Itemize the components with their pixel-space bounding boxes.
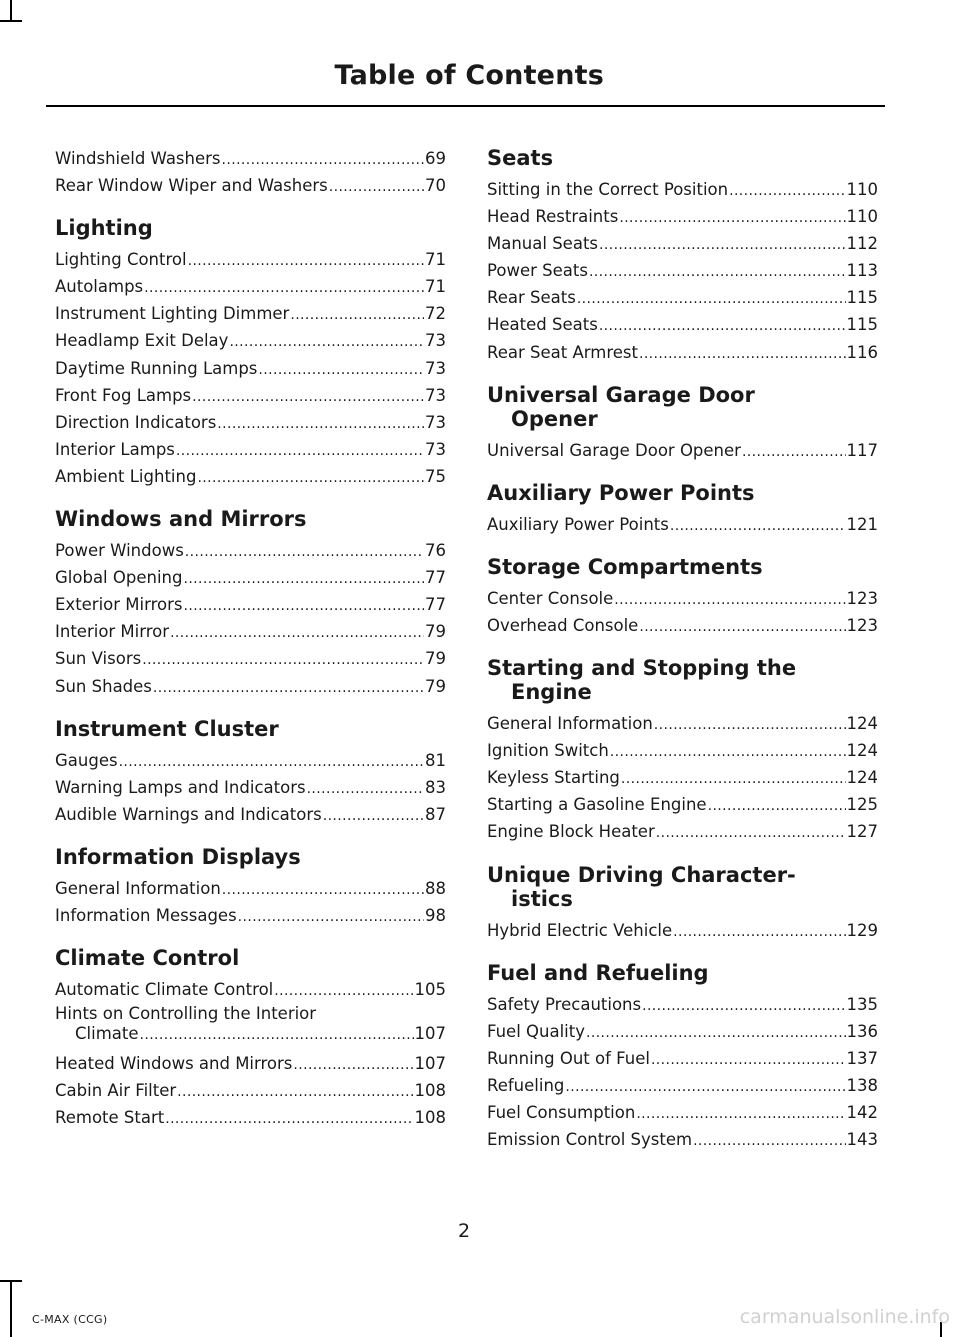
toc-entry[interactable]	[55, 410, 446, 437]
dot-leader	[183, 566, 424, 592]
toc-entry-page: 107	[414, 1054, 446, 1074]
page-number: 2	[458, 1220, 471, 1242]
dot-leader	[290, 302, 424, 328]
dot-leader	[222, 147, 424, 173]
toc-entry[interactable]	[487, 512, 878, 539]
toc-entry[interactable]	[487, 918, 878, 945]
dot-leader	[144, 275, 424, 301]
dot-leader	[651, 1047, 846, 1073]
dot-leader	[619, 205, 845, 231]
dot-leader	[577, 286, 846, 312]
section-heading	[55, 845, 446, 869]
toc-entry[interactable]	[487, 992, 878, 1019]
dot-leader	[185, 539, 424, 565]
toc-entry-title: Audible Warnings and Indicators	[55, 804, 322, 824]
toc-entry-page: 71	[425, 250, 446, 270]
section-heading-line: Lighting	[55, 216, 153, 241]
section-heading-line: Storage Compartments	[487, 554, 763, 579]
dot-leader	[693, 1128, 845, 1154]
toc-entry-title: Running Out of Fuel	[487, 1048, 650, 1068]
toc-entry-page: 73	[425, 358, 446, 378]
toc-entry-title: Direction Indicators	[55, 412, 217, 432]
toc-entry[interactable]	[487, 438, 878, 465]
toc-entry[interactable]	[487, 792, 878, 819]
toc-entry-title: Keyless Starting	[487, 768, 620, 788]
dot-leader	[119, 749, 424, 775]
model-code: C-MAX (CCG)	[32, 1313, 108, 1326]
section-heading-line: istics	[511, 886, 573, 911]
toc-entry[interactable]	[55, 802, 446, 829]
toc-entry[interactable]	[55, 464, 446, 491]
section-heading	[487, 656, 878, 704]
dot-leader	[293, 1052, 413, 1078]
toc-entry-title: General Information	[55, 878, 221, 898]
toc-entry-title: Sun Shades	[55, 676, 152, 696]
toc-entry-title: Information Messages	[55, 905, 237, 925]
toc-entry-page: 108	[414, 1108, 446, 1128]
page-title: Table of Contents	[334, 60, 604, 91]
toc-entry-title: Overhead Console	[487, 615, 639, 635]
toc-entry-page: 107	[414, 1024, 446, 1044]
toc-entry-title: Rear Window Wiper and Washers	[55, 176, 328, 196]
toc-entry[interactable]	[487, 765, 878, 792]
toc-entry-title: Center Console	[487, 588, 614, 608]
dot-leader	[238, 904, 424, 930]
dot-leader	[614, 587, 845, 613]
section-heading-line: Climate Control	[55, 946, 240, 971]
dot-leader	[170, 620, 424, 646]
toc-entry-page: 72	[425, 304, 446, 324]
dot-leader	[323, 803, 424, 829]
section-heading-line: Starting and Stopping the	[487, 656, 797, 681]
toc-entry-title: Interior Mirror	[55, 622, 170, 642]
dot-leader	[165, 1106, 413, 1132]
toc-entry-page: 73	[425, 412, 446, 432]
toc-entry-title: Rear Seats	[487, 288, 576, 308]
toc-entry[interactable]	[55, 247, 446, 274]
dot-leader	[222, 877, 424, 903]
toc-entry[interactable]	[487, 177, 878, 204]
toc-entry[interactable]	[55, 775, 446, 802]
toc-entry[interactable]	[487, 340, 878, 367]
toc-entry[interactable]	[55, 1105, 446, 1132]
toc-entry-page: 143	[846, 1130, 878, 1150]
crop-mark	[10, 1280, 12, 1337]
dot-leader	[599, 313, 846, 339]
toc-entry-page: 142	[846, 1102, 878, 1122]
dot-leader	[177, 1079, 413, 1105]
toc-entry-page: 129	[846, 920, 878, 940]
toc-entry[interactable]	[55, 619, 446, 646]
dot-leader	[708, 793, 846, 819]
crop-mark	[0, 1280, 22, 1282]
toc-entry-page: 70	[425, 176, 446, 196]
toc-entry[interactable]	[487, 285, 878, 312]
toc-entry-title: Fuel Quality	[487, 1021, 585, 1041]
toc-entry[interactable]	[487, 231, 878, 258]
toc-entry-title: Hybrid Electric Vehicle	[487, 920, 673, 940]
toc-entry-title: Gauges	[55, 750, 118, 770]
toc-entry-title: Hints on Controlling the Interior	[55, 1004, 317, 1024]
dot-leader	[307, 776, 424, 802]
section-heading-line: Instrument Cluster	[55, 716, 279, 741]
toc-entry[interactable]	[55, 146, 446, 173]
section-heading	[487, 555, 878, 579]
toc-entry-title: Power Seats	[487, 261, 588, 281]
toc-entry-page: 110	[846, 180, 878, 199]
toc-entry-title: Front Fog Lamps	[55, 385, 192, 405]
toc-entry-page: 108	[414, 1081, 446, 1101]
toc-entry-continuation	[55, 1024, 446, 1045]
dot-leader	[639, 341, 846, 367]
dot-leader	[599, 232, 845, 258]
toc-entry-page: 127	[846, 822, 878, 842]
section-heading	[55, 216, 446, 240]
section-heading-line: Information Displays	[55, 844, 301, 869]
toc-entry-page: 75	[425, 466, 446, 486]
toc-entry[interactable]	[55, 1051, 446, 1078]
section-heading-line: Seats	[487, 146, 554, 170]
toc-entry-title: Fuel Consumption	[487, 1102, 636, 1122]
dot-leader	[565, 1074, 845, 1100]
section-heading-line: Opener	[511, 406, 598, 431]
section-heading	[487, 146, 878, 170]
toc-entry[interactable]	[55, 1078, 446, 1105]
watermark: carmanualsonline.info	[739, 1306, 950, 1328]
toc-entry-title: Manual Seats	[487, 234, 599, 254]
dot-leader	[176, 438, 424, 464]
dot-leader	[656, 820, 846, 846]
toc-entry-title: Warning Lamps and Indicators	[55, 777, 306, 797]
dot-leader	[229, 329, 424, 355]
toc-entry[interactable]	[55, 592, 446, 619]
toc-entry-title: Autolamps	[55, 277, 144, 297]
toc-entry-page: 79	[425, 676, 446, 696]
toc-entry-title: Sitting in the Correct Position	[487, 180, 729, 199]
toc-left-column	[55, 146, 446, 1132]
toc-entry-title: Power Windows	[55, 541, 184, 561]
dot-leader	[153, 675, 424, 701]
section-heading	[487, 863, 878, 911]
toc-entry-title: Interior Lamps	[55, 439, 175, 459]
section-heading	[55, 717, 446, 741]
dot-leader	[184, 593, 424, 619]
dot-leader	[258, 357, 424, 383]
toc-entry-page: 124	[846, 768, 878, 788]
toc-entry-page: 71	[425, 277, 446, 297]
toc-entry-page: 69	[425, 149, 446, 168]
dot-leader	[188, 248, 424, 274]
title-divider	[46, 105, 885, 107]
toc-entry-title: Climate	[75, 1024, 139, 1044]
section-heading-line: Windows and Mirrors	[55, 507, 307, 532]
toc-entry-page: 79	[425, 622, 446, 642]
dot-leader	[654, 712, 846, 738]
toc-entry-page: 115	[846, 288, 878, 308]
toc-entry[interactable]	[55, 977, 446, 1004]
dot-leader	[217, 411, 424, 437]
toc-entry[interactable]	[487, 586, 878, 613]
toc-entry-page: 117	[846, 440, 878, 460]
toc-entry-page: 115	[846, 315, 878, 335]
toc-entry[interactable]	[487, 1127, 878, 1154]
toc-entry-title: Instrument Lighting Dimmer	[55, 304, 290, 324]
toc-entry[interactable]	[487, 258, 878, 285]
dot-leader	[673, 919, 845, 945]
dot-leader	[636, 1101, 845, 1127]
toc-entry[interactable]	[55, 565, 446, 592]
toc-entry-title: Head Restraints	[487, 207, 619, 227]
section-heading	[55, 507, 446, 531]
toc-entry[interactable]	[487, 738, 878, 765]
toc-entry-page: 83	[425, 777, 446, 797]
toc-entry-title: Engine Block Heater	[487, 822, 655, 842]
section-heading-line: Engine	[511, 680, 592, 705]
toc-entry-page: 73	[425, 385, 446, 405]
dot-leader	[329, 174, 424, 200]
dot-leader	[742, 439, 846, 465]
toc-entry[interactable]	[55, 437, 446, 464]
toc-entry[interactable]	[55, 646, 446, 673]
toc-entry-page: 125	[846, 795, 878, 815]
toc-entry-page: 73	[425, 439, 446, 459]
toc-entry[interactable]	[487, 1073, 878, 1100]
toc-entry-page: 88	[425, 878, 446, 898]
toc-entry[interactable]	[55, 383, 446, 410]
dot-leader	[140, 1025, 414, 1045]
toc-entry-page: 123	[846, 615, 878, 635]
toc-entry-page: 98	[425, 905, 446, 925]
section-heading	[487, 481, 878, 505]
dot-leader	[729, 178, 845, 204]
toc-entry-title: Sun Visors	[55, 649, 142, 669]
toc-entry-page: 121	[846, 514, 878, 534]
toc-entry-page: 136	[846, 1021, 878, 1041]
toc-entry-page: 138	[846, 1075, 878, 1095]
toc-entry[interactable]	[55, 356, 446, 383]
toc-entry[interactable]	[55, 903, 446, 930]
toc-entry[interactable]	[487, 1046, 878, 1073]
toc-entry[interactable]	[55, 538, 446, 565]
toc-entry[interactable]	[55, 748, 446, 775]
toc-entry-title: Rear Seat Armrest	[487, 342, 638, 362]
dot-leader	[586, 1020, 846, 1046]
toc-entry[interactable]	[487, 312, 878, 339]
section-heading-line: Fuel and Refueling	[487, 960, 709, 985]
toc-entry-page: 87	[425, 804, 446, 824]
toc-entry[interactable]	[55, 274, 446, 301]
toc-entry-page: 112	[846, 234, 878, 254]
toc-entry-page: 135	[846, 994, 878, 1014]
section-heading-line: Auxiliary Power Points	[487, 480, 755, 505]
toc-entry-title: Heated Windows and Mirrors	[55, 1054, 293, 1074]
toc-entry-title: Ambient Lighting	[55, 466, 197, 486]
toc-entry[interactable]	[487, 613, 878, 640]
section-heading	[487, 383, 878, 431]
toc-entry[interactable]	[487, 711, 878, 738]
section-heading	[487, 961, 878, 985]
dot-leader	[670, 513, 846, 539]
toc-entry-title: Refueling	[487, 1075, 565, 1095]
section-heading	[55, 946, 446, 970]
toc-entry-page: 79	[425, 649, 446, 669]
toc-entry-page: 105	[414, 980, 446, 1000]
toc-entry[interactable]	[487, 1100, 878, 1127]
toc-entry-title: Remote Start	[55, 1108, 165, 1128]
toc-entry-title: Auxiliary Power Points	[487, 514, 669, 534]
toc-entry-title: Emission Control System	[487, 1130, 693, 1150]
toc-entry-title: Daytime Running Lamps	[55, 358, 258, 378]
toc-entry-title: Cabin Air Filter	[55, 1081, 177, 1101]
toc-entry-page: 77	[425, 568, 446, 588]
dot-leader	[639, 614, 845, 640]
dot-leader	[589, 259, 846, 285]
toc-entry-title: Heated Seats	[487, 315, 598, 335]
toc-entry-page: 124	[846, 714, 878, 734]
toc-entry-page: 77	[425, 595, 446, 615]
dot-leader	[197, 465, 424, 491]
toc-entry-page: 137	[846, 1048, 878, 1068]
toc-entry-page: 73	[425, 331, 446, 351]
toc-entry-page: 76	[425, 541, 446, 561]
toc-entry[interactable]	[55, 328, 446, 355]
toc-entry[interactable]	[55, 1004, 446, 1051]
dot-leader	[192, 384, 424, 410]
toc-entry[interactable]	[55, 674, 446, 701]
toc-entry[interactable]	[55, 876, 446, 903]
toc-entry[interactable]	[55, 173, 446, 200]
toc-entry-title: Universal Garage Door Opener	[487, 440, 741, 460]
toc-entry[interactable]	[487, 1019, 878, 1046]
dot-leader	[621, 766, 846, 792]
dot-leader	[274, 978, 413, 1004]
toc-entry-title: Headlamp Exit Delay	[55, 331, 229, 351]
toc-entry[interactable]	[487, 204, 878, 231]
section-heading-line: Unique Driving Character-	[487, 862, 796, 887]
toc-entry-title: Global Opening	[55, 568, 183, 588]
crop-mark	[10, 0, 12, 22]
crop-mark	[0, 20, 22, 22]
toc-right-column	[487, 146, 878, 1154]
toc-entry-page: 124	[846, 741, 878, 761]
toc-entry-title: Automatic Climate Control	[55, 980, 274, 1000]
toc-entry-title: Starting a Gasoline Engine	[487, 795, 707, 815]
toc-entry-page: 123	[846, 588, 878, 608]
toc-entry-page: 116	[846, 342, 878, 362]
toc-entry-title: Safety Precautions	[487, 994, 642, 1014]
dot-leader	[610, 739, 846, 765]
toc-entry-page: 110	[846, 207, 878, 227]
toc-entry-page: 81	[425, 750, 446, 770]
toc-entry-title: Lighting Control	[55, 250, 187, 270]
toc-entry[interactable]	[55, 301, 446, 328]
toc-entry-title: Ignition Switch	[487, 741, 609, 761]
toc-entry-title: General Information	[487, 714, 653, 734]
toc-entry-title: Exterior Mirrors	[55, 595, 183, 615]
toc-entry[interactable]	[487, 819, 878, 846]
dot-leader	[642, 993, 845, 1019]
section-heading-line: Universal Garage Door	[487, 382, 755, 407]
toc-entry-title: Windshield Washers	[55, 149, 221, 168]
toc-entry-page: 113	[846, 261, 878, 281]
dot-leader	[142, 647, 424, 673]
